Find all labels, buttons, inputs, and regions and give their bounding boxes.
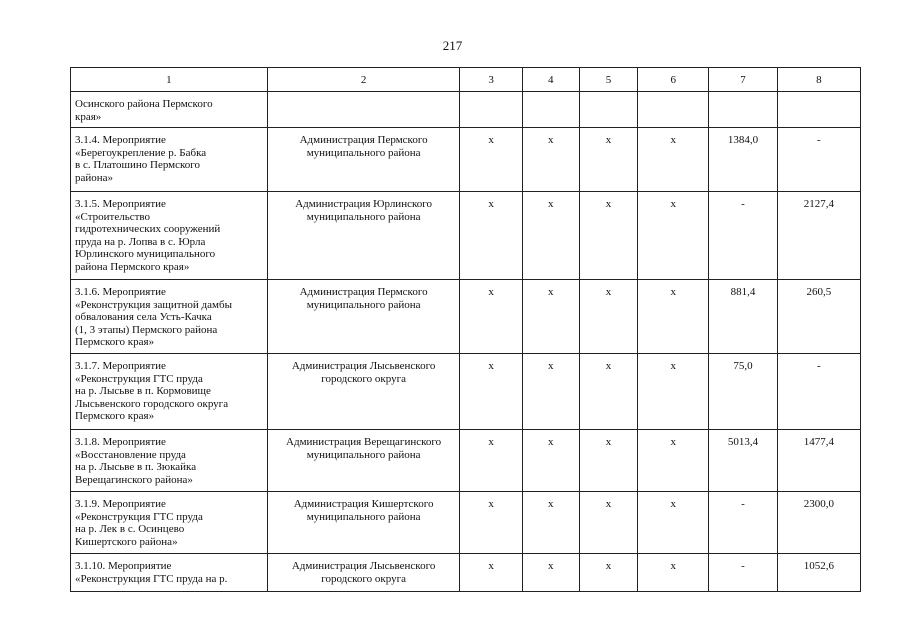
column-header: 4 — [522, 68, 579, 92]
mark-cell: x — [460, 430, 522, 492]
table-row — [71, 192, 861, 280]
measure-name-cell-line: района Пермского края» — [75, 260, 190, 273]
measure-name-cell-line: Пермского края» — [75, 336, 155, 348]
mark-cell: x — [638, 354, 709, 430]
measure-name-cell-line: края» — [75, 110, 102, 123]
measure-name-cell-line: на р. Лысьве в п. Кормовище — [75, 385, 211, 397]
measure-name-cell — [71, 492, 268, 554]
responsible-body-cell-line: Администрация Верещагинского — [286, 436, 442, 448]
amount-cell: - — [709, 492, 777, 554]
amount-cell: 881,4 — [709, 280, 777, 354]
mark-cell: x — [638, 554, 709, 592]
measure-name-cell-line: 3.1.9. Мероприятие — [75, 498, 166, 510]
table-row — [71, 354, 861, 430]
responsible-body-cell — [267, 192, 460, 280]
measure-name-cell-line: «Реконструкция ГТС пруда — [75, 510, 203, 523]
measure-name-cell-line: 3.1.10. Мероприятие — [75, 560, 172, 572]
measure-name-cell-line: в с. Платошино Пермского — [75, 159, 201, 171]
responsible-body-cell-line: муниципального района — [306, 510, 421, 523]
responsible-body-cell — [267, 92, 460, 128]
mark-cell: x — [522, 354, 579, 430]
responsible-body-cell — [267, 128, 460, 192]
mark-cell: x — [460, 192, 522, 280]
amount-cell: 1052,6 — [777, 554, 860, 592]
page-number: 217 — [442, 38, 463, 53]
amount-cell: - — [777, 354, 860, 430]
measure-name-cell-line: «Реконструкция защитной дамбы — [75, 298, 232, 311]
mark-cell: x — [522, 430, 579, 492]
mark-cell: x — [638, 128, 709, 192]
measure-name-cell-line: «Берегоукрепление р. Бабка — [75, 146, 207, 159]
mark-cell: x — [522, 554, 579, 592]
responsible-body-cell — [267, 554, 460, 592]
measure-name-cell — [71, 92, 268, 128]
table-row — [71, 92, 861, 128]
table-row — [71, 554, 861, 592]
responsible-body-cell-line: Администрация Юрлинского — [295, 198, 432, 210]
responsible-body-cell-line: Администрация Лысьвенского — [291, 360, 436, 372]
responsible-body-cell-line: Администрация Лысьвенского — [291, 560, 436, 572]
mark-cell: x — [522, 280, 579, 354]
column-header: 6 — [638, 68, 709, 92]
measure-name-cell-line: гидротехнических сооружений — [75, 223, 221, 235]
measure-name-cell-line: «Реконструкция ГТС пруда — [75, 372, 203, 385]
column-header: 1 — [71, 68, 268, 92]
mark-cell: x — [460, 354, 522, 430]
mark-cell: x — [579, 354, 637, 430]
mark-cell — [522, 92, 579, 128]
mark-cell: x — [579, 430, 637, 492]
mark-cell: x — [638, 430, 709, 492]
amount-cell: - — [777, 128, 860, 192]
amount-cell: 260,5 — [777, 280, 860, 354]
mark-cell: x — [579, 492, 637, 554]
measure-name-cell-line: Юрлинского муниципального — [75, 248, 216, 260]
column-header: 5 — [579, 68, 637, 92]
measure-name-cell — [71, 430, 268, 492]
mark-cell: x — [460, 492, 522, 554]
responsible-body-cell-line: Администрация Пермского — [299, 134, 428, 146]
measure-name-cell — [71, 354, 268, 430]
responsible-body-cell-line: городского округа — [321, 372, 406, 385]
amount-cell: 5013,4 — [709, 430, 777, 492]
table-row — [71, 280, 861, 354]
responsible-body-cell-line: городского округа — [321, 572, 406, 585]
measure-name-cell-line: 3.1.4. Мероприятие — [75, 134, 166, 146]
column-header: 3 — [460, 68, 522, 92]
column-header: 7 — [709, 68, 777, 92]
amount-cell: 1477,4 — [777, 430, 860, 492]
measure-name-cell-line: (1, 3 этапы) Пермского района — [75, 323, 218, 336]
mark-cell: x — [579, 128, 637, 192]
measure-name-cell-line: на р. Лысьве в п. Зюкайка — [75, 461, 197, 473]
amount-cell: - — [709, 554, 777, 592]
amount-cell: 75,0 — [709, 354, 777, 430]
measure-name-cell-line: 3.1.8. Мероприятие — [75, 436, 166, 448]
measure-name-cell-line: 3.1.7. Мероприятие — [75, 360, 166, 372]
mark-cell: x — [638, 492, 709, 554]
amount-cell: 1384,0 — [709, 128, 777, 192]
amount-cell — [777, 92, 860, 128]
measure-name-cell-line: «Строительство — [75, 210, 151, 223]
responsible-body-cell — [267, 280, 460, 354]
mark-cell: x — [579, 192, 637, 280]
measure-name-cell-line: 3.1.5. Мероприятие — [75, 198, 166, 210]
measure-name-cell-line: на р. Лек в с. Осинцево — [75, 523, 185, 535]
amount-cell: 2127,4 — [777, 192, 860, 280]
measure-name-cell-line: Лысьвенского городского округа — [75, 397, 229, 410]
mark-cell — [638, 92, 709, 128]
amount-cell: 2300,0 — [777, 492, 860, 554]
measure-name-cell-line: «Реконструкция ГТС пруда на р. — [75, 572, 228, 585]
column-header: 2 — [267, 68, 460, 92]
column-header: 8 — [777, 68, 860, 92]
table-header-row — [71, 68, 861, 92]
mark-cell: x — [460, 280, 522, 354]
measure-name-cell — [71, 554, 268, 592]
amount-cell — [709, 92, 777, 128]
mark-cell: x — [638, 280, 709, 354]
measure-name-cell-line: «Восстановление пруда — [75, 448, 186, 461]
responsible-body-cell-line: муниципального района — [306, 298, 421, 311]
mark-cell: x — [522, 128, 579, 192]
measure-name-cell-line: пруда на р. Лопва в с. Юрла — [75, 235, 206, 248]
responsible-body-cell-line: муниципального района — [306, 146, 421, 159]
responsible-body-cell-line: муниципального района — [306, 448, 421, 461]
table-row — [71, 430, 861, 492]
measure-name-cell — [71, 192, 268, 280]
table-row — [71, 128, 861, 192]
responsible-body-cell-line: муниципального района — [306, 210, 421, 223]
measures-table — [70, 67, 861, 592]
measure-name-cell-line: Верещагинского района» — [75, 473, 193, 486]
mark-cell: x — [460, 128, 522, 192]
mark-cell: x — [579, 554, 637, 592]
measure-name-cell-line: Пермского края» — [75, 410, 155, 422]
responsible-body-cell — [267, 492, 460, 554]
measure-name-cell-line: района» — [75, 171, 114, 184]
measure-name-cell-line: Осинского района Пермского — [75, 98, 213, 110]
mark-cell — [460, 92, 522, 128]
mark-cell: x — [579, 280, 637, 354]
mark-cell: x — [522, 192, 579, 280]
measure-name-cell-line: обвалования села Усть-Качка — [75, 311, 212, 323]
measure-name-cell-line: Кишертского района» — [75, 535, 178, 548]
table-row — [71, 492, 861, 554]
responsible-body-cell — [267, 354, 460, 430]
responsible-body-cell-line: Администрация Кишертского — [293, 498, 434, 510]
measure-name-cell-line: 3.1.6. Мероприятие — [75, 286, 166, 298]
amount-cell: - — [709, 192, 777, 280]
mark-cell: x — [460, 554, 522, 592]
mark-cell — [579, 92, 637, 128]
measure-name-cell — [71, 280, 268, 354]
responsible-body-cell-line: Администрация Пермского — [299, 286, 428, 298]
mark-cell: x — [638, 192, 709, 280]
measure-name-cell — [71, 128, 268, 192]
responsible-body-cell — [267, 430, 460, 492]
mark-cell: x — [522, 492, 579, 554]
